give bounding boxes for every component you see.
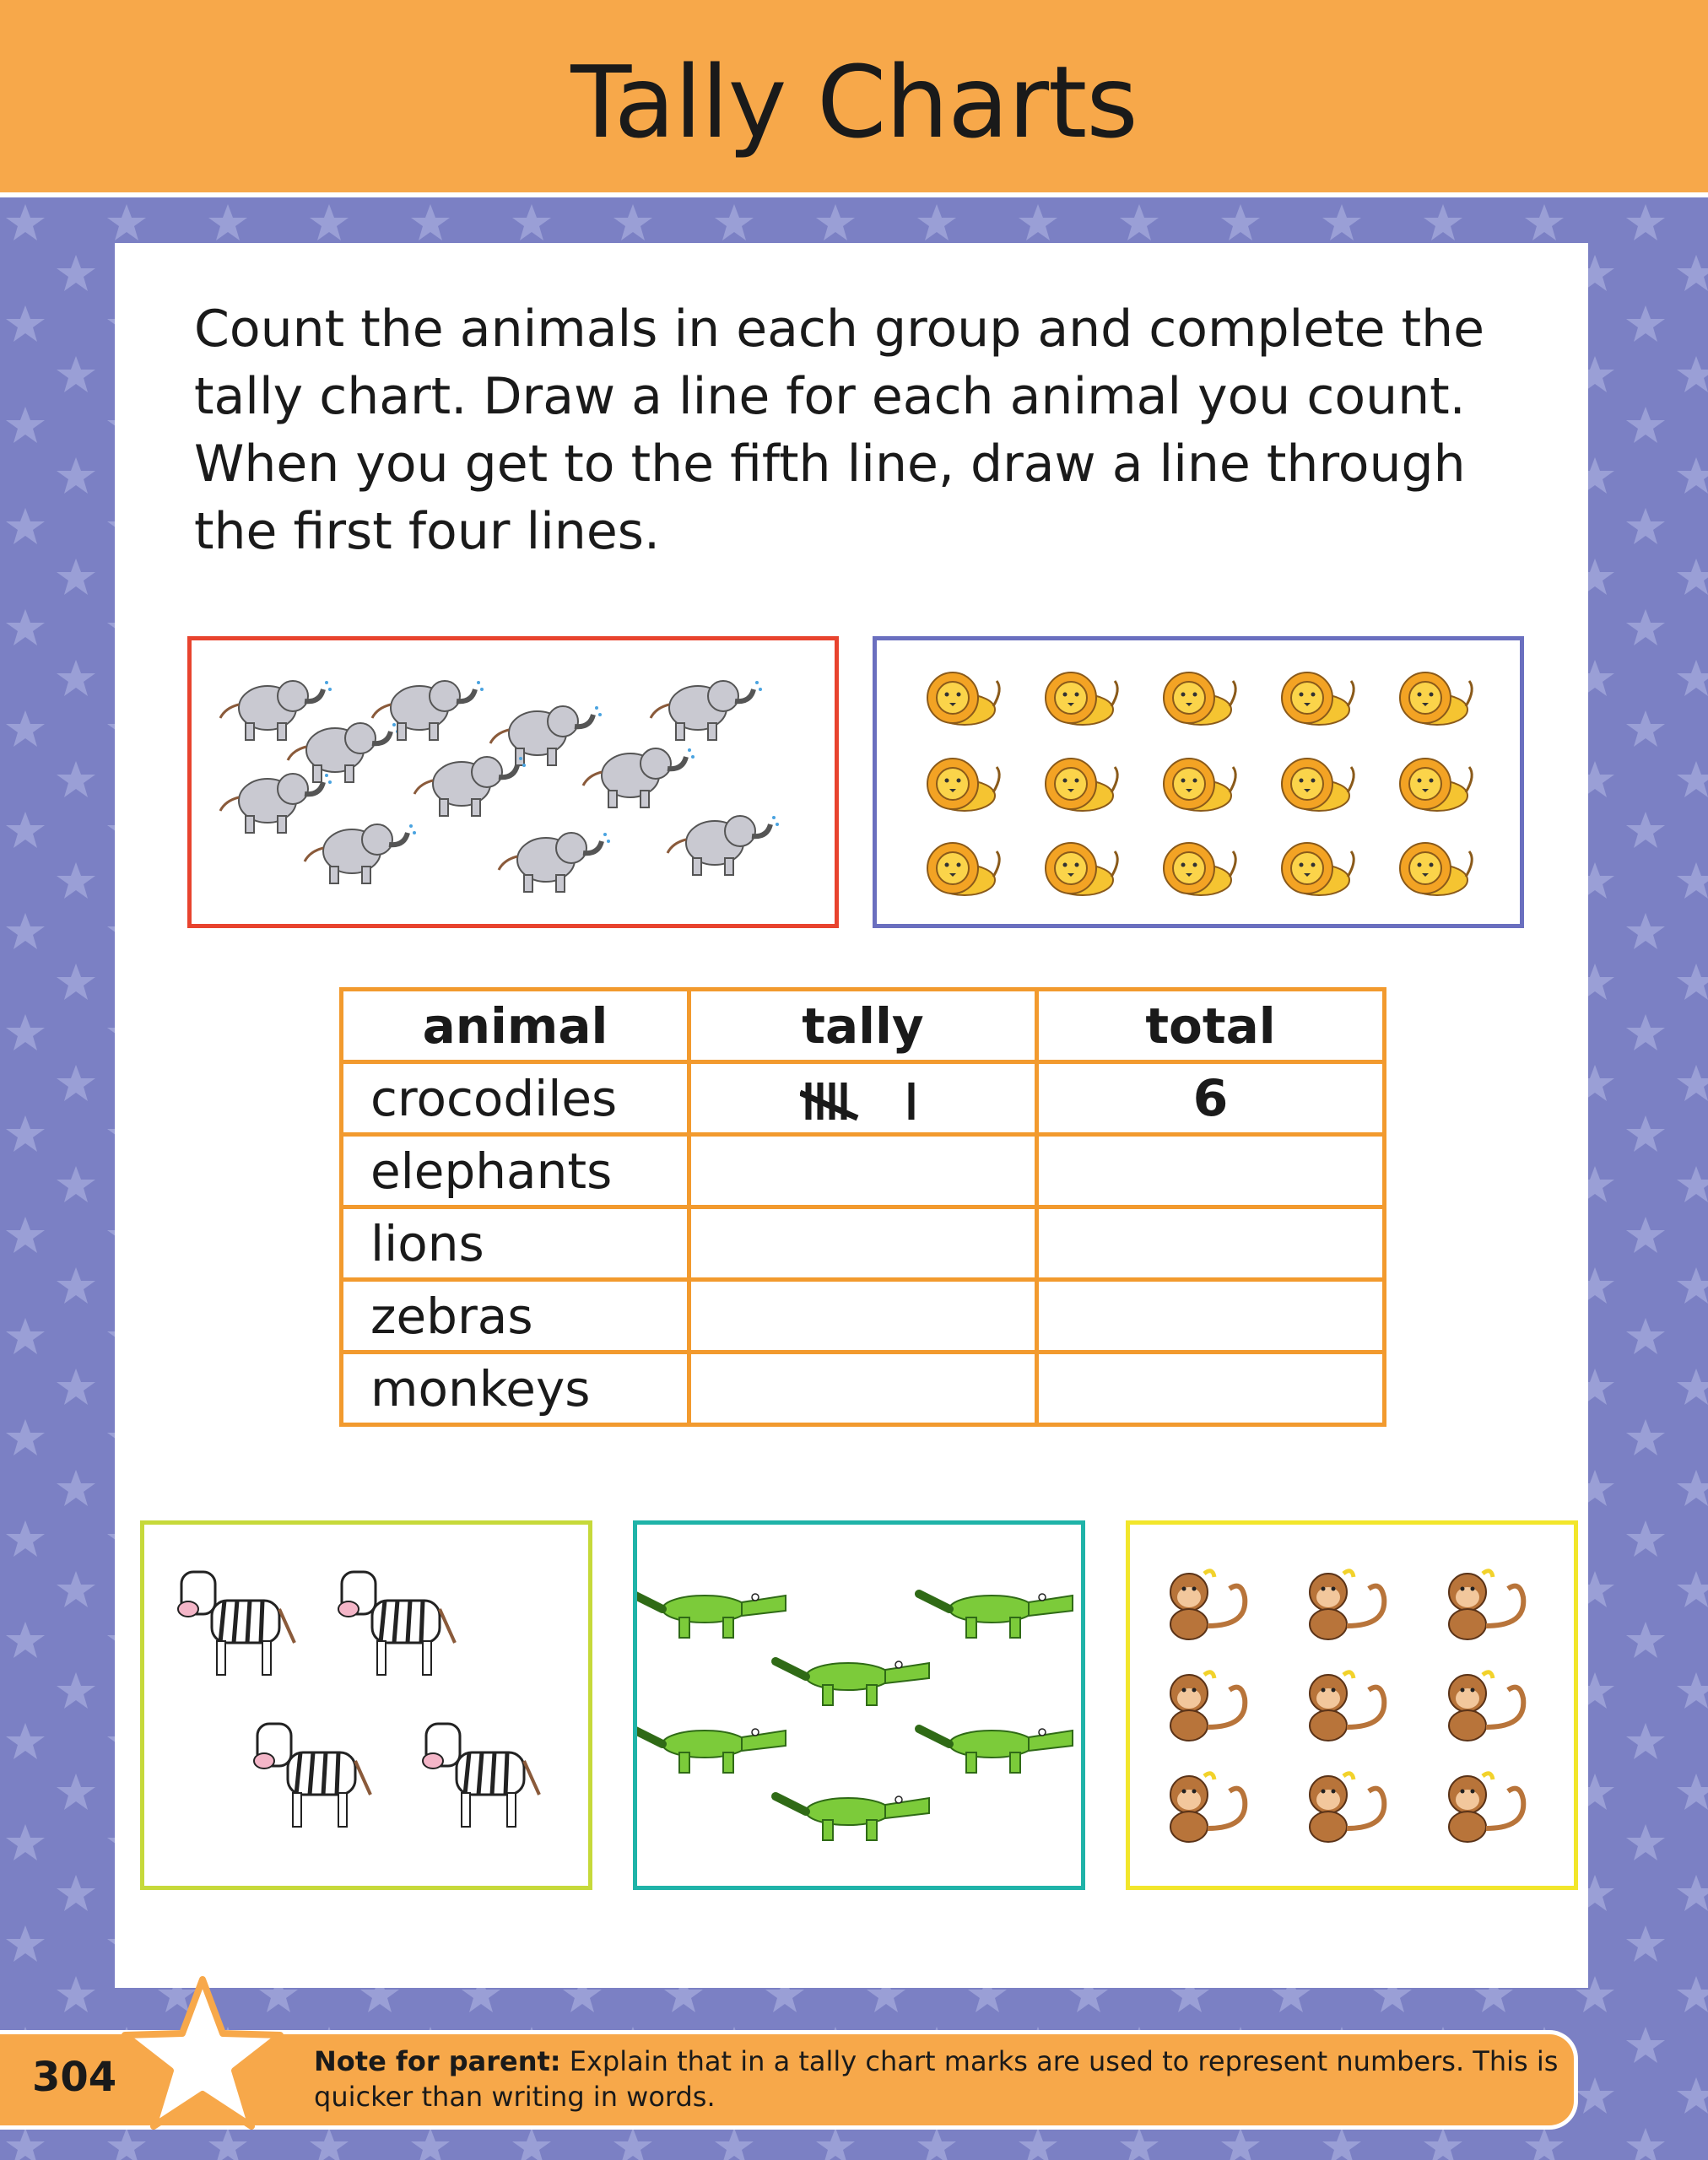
crocodile-icon — [637, 1594, 1073, 1840]
header-total: total — [1037, 990, 1385, 1062]
instructions-text: Count the animals in each group and complete the tally chart. Draw a line for each animal you count. When you get to the fifth line, draw a line through the first four lines. — [194, 300, 1485, 561]
elephant-group-box — [187, 636, 839, 928]
elephant-icon — [651, 681, 762, 740]
monkey-illustrations — [1130, 1525, 1574, 1886]
animal-cell: elephants — [342, 1135, 689, 1207]
star-icon — [118, 1973, 287, 2141]
animal-cell: monkeys — [342, 1353, 689, 1425]
zebra-group-box — [140, 1520, 592, 1890]
tally-cell[interactable] — [689, 1207, 1037, 1280]
animal-cell: lions — [342, 1207, 689, 1280]
total-cell[interactable] — [1037, 1207, 1385, 1280]
title-banner — [0, 0, 1708, 197]
table-row — [342, 1280, 1385, 1353]
monkey-group-box — [1126, 1520, 1578, 1890]
elephant-icon — [583, 748, 695, 807]
lion-illustrations — [877, 640, 1520, 924]
tally-chart-table — [339, 987, 1386, 1427]
header-tally: tally — [689, 990, 1037, 1062]
page-number: 304 — [32, 2054, 117, 2101]
lion-icon — [927, 672, 1472, 895]
total-cell[interactable]: 6 — [1037, 1062, 1385, 1135]
tally-mark-five-one — [800, 1076, 927, 1126]
table-row — [342, 1353, 1385, 1425]
zebra-icon — [178, 1572, 539, 1827]
zebra-illustrations — [144, 1525, 588, 1886]
elephant-icon — [288, 723, 399, 782]
table-header-row — [342, 990, 1385, 1062]
total-cell[interactable] — [1037, 1280, 1385, 1353]
total-cell[interactable] — [1037, 1135, 1385, 1207]
elephant-illustrations — [192, 640, 835, 924]
elephant-icon — [305, 824, 416, 883]
animal-cell: zebras — [342, 1280, 689, 1353]
tally-cell[interactable] — [689, 1062, 1037, 1135]
crocodile-illustrations — [637, 1525, 1081, 1886]
parent-note — [314, 2044, 1563, 2114]
lion-group-box — [873, 636, 1524, 928]
header-animal: animal — [342, 990, 689, 1062]
elephant-icon — [490, 706, 602, 765]
animal-cell: crocodiles — [342, 1062, 689, 1135]
elephant-icon — [668, 816, 779, 875]
table-row — [342, 1135, 1385, 1207]
elephant-icon — [499, 833, 610, 892]
crocodile-group-box — [633, 1520, 1085, 1890]
table-row — [342, 1207, 1385, 1280]
tally-cell[interactable] — [689, 1135, 1037, 1207]
monkey-icon — [1170, 1571, 1523, 1842]
elephant-icon — [414, 757, 526, 816]
tally-cell[interactable] — [689, 1280, 1037, 1353]
page-title: Tally Charts — [570, 44, 1138, 160]
note-label: Note for parent: — [314, 2045, 561, 2077]
table-row — [342, 1062, 1385, 1135]
total-cell[interactable] — [1037, 1353, 1385, 1425]
tally-cell[interactable] — [689, 1353, 1037, 1425]
elephant-icon — [220, 681, 332, 740]
note-text: Explain that in a tally chart marks are used to represent numbers. This is quicker than writing in words. — [314, 2045, 1559, 2113]
